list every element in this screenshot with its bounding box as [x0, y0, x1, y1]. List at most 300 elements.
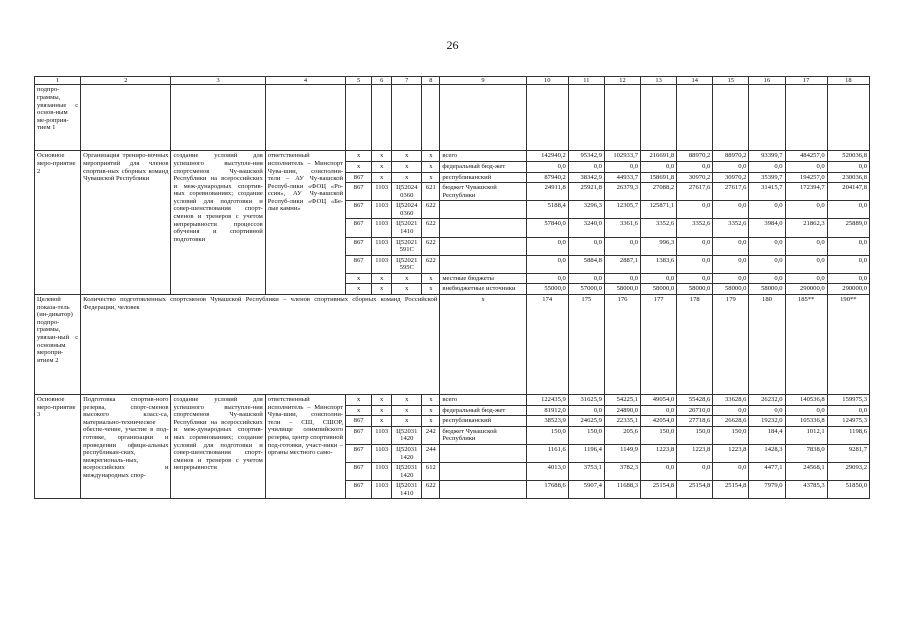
- target-article-code: x: [392, 151, 422, 162]
- grbs-code: x: [346, 395, 372, 406]
- event-3-executor: ответственный исполнитель – Минспорт Чува-шии, соисполни-тели – СШ, СШОР, училище олимпийского резерва, центр спортивной под-готовки, участ-ники – органы местного само-: [265, 395, 345, 499]
- page-number: 26: [446, 38, 459, 52]
- amount-cell: 0,0: [827, 273, 869, 284]
- amount-cell: 0,0: [526, 255, 568, 273]
- amount-cell: 1428,3: [749, 444, 785, 462]
- target-article-code: Ц52031 1420: [392, 463, 422, 481]
- column-number: 14: [677, 77, 713, 85]
- funding-source: местные бюджеты: [440, 273, 526, 284]
- empty-cell: [827, 85, 869, 151]
- budget-table: [34, 76, 870, 499]
- amount-cell: 520036,8: [827, 151, 869, 162]
- amount-cell: 5907,4: [568, 481, 604, 499]
- amount-cell: 0,0: [677, 255, 713, 273]
- indicator-value: 185**: [785, 295, 827, 395]
- event-3-goal: создание условий для успешного выступле-ния спортсменов Чу-вашской Республики на всероссийских и меж-дународных спортив-ных соревнованиях; создание условий для подготовки и совер-шенствования спорт-сменов и тренеров с учетом непрерывности: [171, 395, 265, 499]
- empty-cell: [372, 85, 392, 151]
- empty-cell: [81, 85, 171, 151]
- event-3-label: Основное меро-приятие 3: [35, 395, 81, 499]
- amount-cell: 290000,0: [827, 284, 869, 295]
- funding-source: республиканский: [440, 416, 526, 427]
- amount-cell: 0,0: [568, 273, 604, 284]
- amount-cell: 24625,9: [568, 416, 604, 427]
- amount-cell: 27617,6: [713, 183, 749, 201]
- amount-cell: 9281,7: [827, 444, 869, 462]
- table-row: [35, 395, 870, 406]
- grbs-code: 867: [346, 255, 372, 273]
- column-number: 13: [641, 77, 677, 85]
- column-number: 7: [392, 77, 422, 85]
- amount-cell: 7838,0: [785, 444, 827, 462]
- amount-cell: 172394,7: [785, 183, 827, 201]
- amount-cell: 0,0: [827, 237, 869, 255]
- indicator-label: Целевой показа-тель (ин-дикатор) подпро-граммы, увязан-ный с основным меропри-ятием 2: [35, 295, 81, 395]
- expense-type-code: x: [422, 284, 440, 295]
- amount-cell: 484257,0: [785, 151, 827, 162]
- amount-cell: 25154,8: [713, 481, 749, 499]
- indicator-value: 179: [713, 295, 749, 395]
- amount-cell: 0,0: [827, 161, 869, 172]
- section-code: x: [372, 172, 392, 183]
- amount-cell: 58000,0: [641, 284, 677, 295]
- amount-cell: 3352,6: [713, 219, 749, 237]
- empty-cell: [568, 85, 604, 151]
- amount-cell: 24568,1: [785, 463, 827, 481]
- column-number: 3: [171, 77, 265, 85]
- amount-cell: 58000,0: [604, 284, 640, 295]
- column-number: 8: [422, 77, 440, 85]
- grbs-code: x: [346, 161, 372, 172]
- amount-cell: 1223,8: [713, 444, 749, 462]
- amount-cell: 4477,1: [749, 463, 785, 481]
- amount-cell: 55000,0: [526, 284, 568, 295]
- funding-source: [440, 481, 526, 499]
- amount-cell: 204147,8: [827, 183, 869, 201]
- section-code: 1103: [372, 481, 392, 499]
- event-2-goal: создание условий для успешного выступле-ния спортсменов Чу-вашской Республики на всероссийских и меж-дународных спортив-ных соревнованиях; создание условий для подготовки и совер-шенствования спорт-сменов и тренеров с учетом непрерывности процессов обучения и спортивной подготовки: [171, 151, 265, 295]
- amount-cell: 0,0: [785, 255, 827, 273]
- amount-cell: 150,0: [713, 426, 749, 444]
- amount-cell: 0,0: [526, 273, 568, 284]
- grbs-code: 867: [346, 219, 372, 237]
- amount-cell: 140536,8: [785, 395, 827, 406]
- expense-type-code: 622: [422, 255, 440, 273]
- funding-source: [440, 444, 526, 462]
- grbs-code: 867: [346, 416, 372, 427]
- amount-cell: 0,0: [749, 161, 785, 172]
- section-code: 1103: [372, 237, 392, 255]
- expense-type-code: 242: [422, 426, 440, 444]
- empty-cell: [677, 85, 713, 151]
- funding-source: [440, 237, 526, 255]
- amount-cell: 0,0: [827, 201, 869, 219]
- amount-cell: 1196,4: [568, 444, 604, 462]
- indicator-value: 177: [641, 295, 677, 395]
- amount-cell: 0,0: [677, 237, 713, 255]
- amount-cell: 0,0: [526, 161, 568, 172]
- amount-cell: 25154,8: [641, 481, 677, 499]
- amount-cell: 122435,9: [526, 395, 568, 406]
- amount-cell: 216691,8: [641, 151, 677, 162]
- expense-type-code: x: [422, 395, 440, 406]
- section-code: x: [372, 416, 392, 427]
- grbs-code: 867: [346, 172, 372, 183]
- amount-cell: 87940,2: [526, 172, 568, 183]
- empty-cell: [713, 85, 749, 151]
- grbs-code: 867: [346, 444, 372, 462]
- grbs-code: 867: [346, 201, 372, 219]
- amount-cell: 124975,3: [827, 416, 869, 427]
- section-code: x: [372, 273, 392, 284]
- funding-source: [440, 201, 526, 219]
- amount-cell: 290000,0: [785, 284, 827, 295]
- amount-cell: 0,0: [604, 161, 640, 172]
- amount-cell: 194257,0: [785, 172, 827, 183]
- amount-cell: 3361,6: [604, 219, 640, 237]
- amount-cell: 0,0: [749, 237, 785, 255]
- amount-cell: 27617,6: [677, 183, 713, 201]
- funding-source: [440, 255, 526, 273]
- section-code: 1103: [372, 463, 392, 481]
- amount-cell: 159975,3: [827, 395, 869, 406]
- empty-cell: [422, 85, 440, 151]
- amount-cell: 55428,6: [677, 395, 713, 406]
- expense-type-code: x: [422, 416, 440, 427]
- expense-type-code: x: [422, 161, 440, 172]
- amount-cell: 25154,8: [677, 481, 713, 499]
- amount-cell: 1223,8: [677, 444, 713, 462]
- target-article-code: x: [392, 395, 422, 406]
- section-code: x: [372, 405, 392, 416]
- amount-cell: 57000,0: [568, 284, 604, 295]
- amount-cell: 12305,7: [604, 201, 640, 219]
- section-code: 1103: [372, 426, 392, 444]
- target-article-code: Ц52024 0360: [392, 183, 422, 201]
- section-code: 1103: [372, 444, 392, 462]
- amount-cell: 0,0: [785, 237, 827, 255]
- amount-cell: 0,0: [749, 201, 785, 219]
- amount-cell: 25889,0: [827, 219, 869, 237]
- amount-cell: 88970,2: [713, 151, 749, 162]
- amount-cell: 3984,0: [749, 219, 785, 237]
- amount-cell: 27088,2: [641, 183, 677, 201]
- indicator-value: 176: [604, 295, 640, 395]
- amount-cell: 0,0: [713, 201, 749, 219]
- column-number: 11: [568, 77, 604, 85]
- amount-cell: 5188,4: [526, 201, 568, 219]
- amount-cell: 0,0: [526, 237, 568, 255]
- column-number: 10: [526, 77, 568, 85]
- amount-cell: 0,0: [713, 463, 749, 481]
- table-row: [35, 151, 870, 162]
- target-article-code: x: [392, 284, 422, 295]
- amount-cell: 43785,3: [785, 481, 827, 499]
- grbs-code: x: [346, 284, 372, 295]
- amount-cell: 0,0: [641, 463, 677, 481]
- amount-cell: 0,0: [785, 273, 827, 284]
- amount-cell: 38523,9: [526, 416, 568, 427]
- amount-cell: 0,0: [568, 237, 604, 255]
- expense-type-code: 612: [422, 463, 440, 481]
- amount-cell: 0,0: [827, 255, 869, 273]
- amount-cell: 35399,7: [749, 172, 785, 183]
- amount-cell: 81912,0: [526, 405, 568, 416]
- amount-cell: 184,4: [749, 426, 785, 444]
- amount-cell: 125871,1: [641, 201, 677, 219]
- funding-source: [440, 219, 526, 237]
- amount-cell: 1012,1: [785, 426, 827, 444]
- amount-cell: 51850,0: [827, 481, 869, 499]
- amount-cell: 0,0: [604, 273, 640, 284]
- amount-cell: 0,0: [713, 405, 749, 416]
- funding-source: всего: [440, 395, 526, 406]
- column-numbers-row: [35, 77, 870, 85]
- amount-cell: 0,0: [677, 463, 713, 481]
- target-article-code: x: [392, 161, 422, 172]
- indicator-row: [35, 295, 870, 395]
- amount-cell: 0,0: [713, 161, 749, 172]
- amount-cell: 3352,6: [641, 219, 677, 237]
- empty-cell: [171, 85, 265, 151]
- event-2-name: Организация трениро-вочных мероприятий для членов спортив-ных сборных команд Чувашской Республики: [81, 151, 171, 295]
- section-code: 1103: [372, 201, 392, 219]
- amount-cell: 58000,0: [677, 284, 713, 295]
- amount-cell: 0,0: [827, 405, 869, 416]
- grbs-code: x: [346, 273, 372, 284]
- funding-source: федеральный бюд-жет: [440, 405, 526, 416]
- amount-cell: 5884,8: [568, 255, 604, 273]
- column-number: 2: [81, 77, 171, 85]
- grbs-code: 867: [346, 183, 372, 201]
- amount-cell: 42054,0: [641, 416, 677, 427]
- column-number: 1: [35, 77, 81, 85]
- amount-cell: 158691,8: [641, 172, 677, 183]
- empty-cell: [785, 85, 827, 151]
- target-article-code: Ц52031 1410: [392, 481, 422, 499]
- amount-cell: 0,0: [568, 405, 604, 416]
- amount-cell: 0,0: [604, 237, 640, 255]
- funding-source: федеральный бюд-жет: [440, 161, 526, 172]
- amount-cell: 150,0: [568, 426, 604, 444]
- amount-cell: 3753,1: [568, 463, 604, 481]
- amount-cell: 44933,7: [604, 172, 640, 183]
- grbs-code: x: [346, 151, 372, 162]
- funding-source: [440, 463, 526, 481]
- amount-cell: 0,0: [713, 273, 749, 284]
- empty-cell: [604, 85, 640, 151]
- amount-cell: 30970,2: [713, 172, 749, 183]
- amount-cell: 31625,9: [568, 395, 604, 406]
- amount-cell: 3352,6: [677, 219, 713, 237]
- amount-cell: 88970,2: [677, 151, 713, 162]
- funding-source: бюджет Чувашской Республики: [440, 426, 526, 444]
- amount-cell: 105336,8: [785, 416, 827, 427]
- amount-cell: 24911,8: [526, 183, 568, 201]
- expense-type-code: 622: [422, 481, 440, 499]
- amount-cell: 58000,0: [749, 284, 785, 295]
- amount-cell: 33628,6: [713, 395, 749, 406]
- amount-cell: 102933,7: [604, 151, 640, 162]
- indicator-x: x: [440, 295, 526, 395]
- amount-cell: 150,0: [677, 426, 713, 444]
- section-code: x: [372, 395, 392, 406]
- event-3-name: Подготовка спортив-ного резерва, спорт-сменов высокого класс-са, материально-техническое обеспе-чение, участие в под-готовке, организации и проведении офици-альных республикан-ских, межрегиональ-ных, всероссийских и международных спор-: [81, 395, 171, 499]
- expense-type-code: x: [422, 172, 440, 183]
- grbs-code: x: [346, 405, 372, 416]
- amount-cell: 1149,9: [604, 444, 640, 462]
- amount-cell: 0,0: [713, 255, 749, 273]
- amount-cell: 205,6: [604, 426, 640, 444]
- amount-cell: 7979,0: [749, 481, 785, 499]
- grbs-code: 867: [346, 237, 372, 255]
- column-number: 9: [440, 77, 526, 85]
- column-number: 6: [372, 77, 392, 85]
- amount-cell: 0,0: [785, 161, 827, 172]
- indicator-value: 174: [526, 295, 568, 395]
- empty-cell: [265, 85, 345, 151]
- amount-cell: 49054,0: [641, 395, 677, 406]
- column-number: 12: [604, 77, 640, 85]
- amount-cell: 150,0: [526, 426, 568, 444]
- amount-cell: 2887,1: [604, 255, 640, 273]
- empty-cell: [641, 85, 677, 151]
- amount-cell: 1198,6: [827, 426, 869, 444]
- amount-cell: 25921,8: [568, 183, 604, 201]
- indicator-value: 190**: [827, 295, 869, 395]
- amount-cell: 26628,6: [713, 416, 749, 427]
- amount-cell: 20710,0: [677, 405, 713, 416]
- column-number: 4: [265, 77, 345, 85]
- event-2-executor: ответственный исполнитель – Минспорт Чува-шии, соисполни-тели – АУ Чу-вашской Респуб-лики «ФОЦ «Ро-ссия», АУ Чу-вашской Респуб-лики «ФОЦ «Бе-лые камни»: [265, 151, 345, 295]
- amount-cell: 0,0: [749, 273, 785, 284]
- amount-cell: 27718,6: [677, 416, 713, 427]
- amount-cell: 1223,8: [641, 444, 677, 462]
- grbs-code: 867: [346, 481, 372, 499]
- expense-type-code: x: [422, 405, 440, 416]
- amount-cell: 0,0: [785, 405, 827, 416]
- amount-cell: 54225,1: [604, 395, 640, 406]
- empty-cell: [440, 85, 526, 151]
- target-article-code: x: [392, 416, 422, 427]
- column-number: 17: [785, 77, 827, 85]
- indicator-value: 180: [749, 295, 785, 395]
- amount-cell: 1383,6: [641, 255, 677, 273]
- amount-cell: 58000,0: [713, 284, 749, 295]
- amount-cell: 21862,3: [785, 219, 827, 237]
- amount-cell: 0,0: [677, 273, 713, 284]
- amount-cell: 0,0: [641, 161, 677, 172]
- amount-cell: 0,0: [641, 405, 677, 416]
- expense-type-code: x: [422, 273, 440, 284]
- event-2-label: Основное меро-приятие 2: [35, 151, 81, 295]
- grbs-code: 867: [346, 426, 372, 444]
- amount-cell: 57840,0: [526, 219, 568, 237]
- funding-source: бюджет Чувашской Республики: [440, 183, 526, 201]
- amount-cell: 0,0: [677, 161, 713, 172]
- amount-cell: 230036,8: [827, 172, 869, 183]
- amount-cell: 0,0: [713, 237, 749, 255]
- indicator-value: 178: [677, 295, 713, 395]
- amount-cell: 996,3: [641, 237, 677, 255]
- target-article-code: Ц52031 1420: [392, 444, 422, 462]
- amount-cell: 31415,7: [749, 183, 785, 201]
- expense-type-code: 622: [422, 237, 440, 255]
- amount-cell: 0,0: [641, 273, 677, 284]
- amount-cell: 3296,3: [568, 201, 604, 219]
- target-article-code: Ц52024 0360: [392, 201, 422, 219]
- section-code: 1103: [372, 219, 392, 237]
- amount-cell: 4013,0: [526, 463, 568, 481]
- target-article-code: Ц52021 595C: [392, 255, 422, 273]
- continuation-row: [35, 85, 870, 151]
- indicator-text: Количество подготовленных спортсменов Чувашской Республики – членов спортивных сборных команд Российской Федерации, человек: [81, 295, 440, 395]
- expense-type-code: 244: [422, 444, 440, 462]
- amount-cell: 0,0: [749, 405, 785, 416]
- target-article-code: Ц52021 591C: [392, 237, 422, 255]
- section-code: 1103: [372, 183, 392, 201]
- target-article-code: Ц52031 1420: [392, 426, 422, 444]
- target-article-code: Ц52021 1410: [392, 219, 422, 237]
- amount-cell: 17688,6: [526, 481, 568, 499]
- amount-cell: 11688,3: [604, 481, 640, 499]
- column-number: 16: [749, 77, 785, 85]
- empty-cell: [749, 85, 785, 151]
- amount-cell: 0,0: [568, 161, 604, 172]
- funding-source: внебюджетные источники: [440, 284, 526, 295]
- amount-cell: 3240,0: [568, 219, 604, 237]
- column-number: 5: [346, 77, 372, 85]
- amount-cell: 26379,3: [604, 183, 640, 201]
- amount-cell: 19232,0: [749, 416, 785, 427]
- amount-cell: 0,0: [785, 201, 827, 219]
- amount-cell: 95342,9: [568, 151, 604, 162]
- funding-source: республиканский: [440, 172, 526, 183]
- empty-cell: [346, 85, 372, 151]
- amount-cell: 22335,1: [604, 416, 640, 427]
- amount-cell: 150,0: [641, 426, 677, 444]
- funding-source: всего: [440, 151, 526, 162]
- amount-cell: 3782,3: [604, 463, 640, 481]
- expense-type-code: x: [422, 151, 440, 162]
- amount-cell: 29093,2: [827, 463, 869, 481]
- section-code: x: [372, 151, 392, 162]
- section-code: x: [372, 161, 392, 172]
- expense-type-code: 621: [422, 183, 440, 201]
- amount-cell: 0,0: [677, 201, 713, 219]
- target-article-code: x: [392, 172, 422, 183]
- amount-cell: 93399,7: [749, 151, 785, 162]
- amount-cell: 0,0: [749, 255, 785, 273]
- column-number: 15: [713, 77, 749, 85]
- empty-cell: [392, 85, 422, 151]
- amount-cell: 38342,9: [568, 172, 604, 183]
- grbs-code: 867: [346, 463, 372, 481]
- amount-cell: 24890,0: [604, 405, 640, 416]
- section-code: x: [372, 284, 392, 295]
- amount-cell: 30970,2: [677, 172, 713, 183]
- expense-type-code: 622: [422, 201, 440, 219]
- amount-cell: 1161,6: [526, 444, 568, 462]
- section-code: 1103: [372, 255, 392, 273]
- subprogram-label: подпро-граммы, увязанные с основ-ным ме-роприя-тием 1: [35, 85, 81, 151]
- amount-cell: 26232,0: [749, 395, 785, 406]
- indicator-value: 175: [568, 295, 604, 395]
- empty-cell: [526, 85, 568, 151]
- target-article-code: x: [392, 273, 422, 284]
- amount-cell: 142940,2: [526, 151, 568, 162]
- column-number: 18: [827, 77, 869, 85]
- target-article-code: x: [392, 405, 422, 416]
